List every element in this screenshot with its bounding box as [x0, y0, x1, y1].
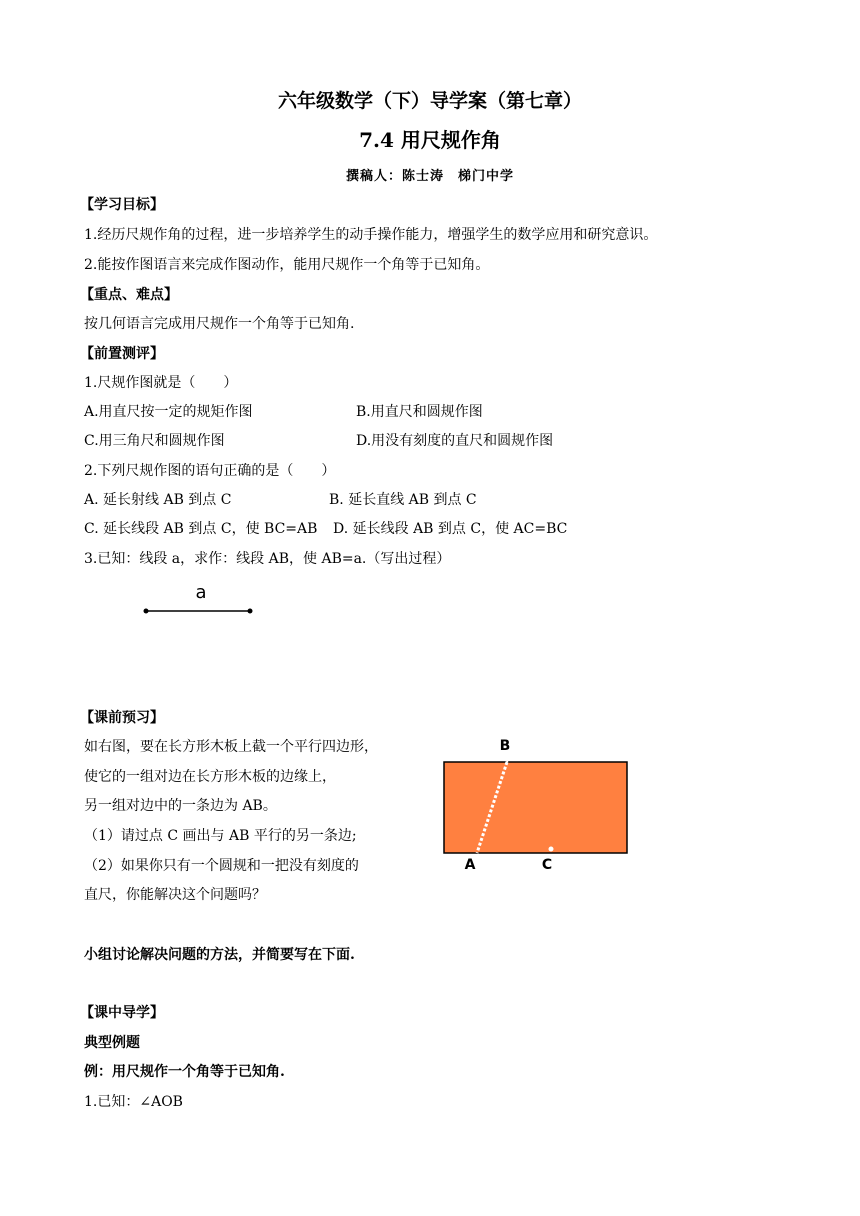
lesson-example — [84, 1061, 285, 1081]
doc-subtitle: 7.4 用尺规作角 — [359, 128, 501, 152]
q3-stem: 3.已知：线段 a，求作：线段 AB，使 AB=a.（写出过程） — [84, 551, 451, 567]
segment-a-label: a — [195, 582, 207, 603]
doc-author: 撰稿人：陈士涛 梯门中学 — [345, 169, 514, 184]
point-c — [549, 847, 554, 852]
q1-option-d: D.用没有刻度的直尺和圆规作图 — [356, 433, 554, 449]
q2-option-d: D. 延长线段 AB 到点 C，使 AC=BC — [333, 521, 568, 537]
lesson-example-text: 例：用尺规作一个角等于已知角. — [84, 1064, 285, 1080]
q2-option-b: B. 延长直线 AB 到点 C — [329, 492, 477, 508]
segment-a-figure — [140, 578, 260, 620]
q2-option-a: A. 延长射线 AB 到点 C — [84, 492, 232, 508]
goals-heading: 【学习目标】 — [80, 197, 164, 213]
lesson-given: 1.已知：∠AOB — [84, 1094, 183, 1110]
q2-option-c: C. 延长线段 AB 到点 C，使 BC=AB — [84, 521, 318, 537]
q1-option-c: C.用三角尺和圆规作图 — [84, 433, 225, 449]
doc-title: 六年级数学（下）导学案（第七章） — [277, 90, 582, 112]
q1-option-a: A.用直尺按一定的规矩作图 — [84, 404, 253, 420]
preview-heading: 【课前预习】 — [80, 710, 164, 726]
segment-a-endpoint-left — [144, 609, 149, 614]
preview-line-5: （2）如果你只有一个圆规和一把没有刻度的 — [84, 858, 359, 874]
preview-line-6: 直尺，你能解决这个问题吗？ — [84, 887, 266, 903]
key-points-heading: 【重点、难点】 — [80, 287, 178, 303]
pretest-heading: 【前置测评】 — [80, 346, 164, 362]
segment-ab-extension — [507, 755, 509, 762]
preview-line-4: （1）请过点 C 画出与 AB 平行的另一条边; — [84, 828, 357, 844]
label-c: C — [541, 857, 553, 873]
preview-line-3: 另一组对边中的一条边为 AB。 — [84, 798, 277, 814]
q1-option-b: B.用直尺和圆规作图 — [356, 404, 483, 420]
label-a: A — [464, 857, 476, 873]
label-b: B — [499, 738, 511, 754]
board-figure — [440, 735, 640, 875]
lesson-subheading: 典型例题 — [84, 1035, 140, 1051]
segment-a-endpoint-right — [248, 609, 253, 614]
goal-item-2: 2.能按作图语言来完成作图动作，能用尺规作一个角等于已知角。 — [84, 257, 490, 273]
key-points-text: 按几何语言完成用尺规作一个角等于已知角. — [84, 316, 355, 332]
goal-item-1: 1.经历尺规作角的过程，进一步培养学生的动手操作能力，增强学生的数学应用和研究意识。 — [84, 227, 658, 243]
preview-line-1: 如右图，要在长方形木板上截一个平行四边形， — [84, 739, 378, 755]
q2-stem: 2.下列尺规作图的语句正确的是（ ） — [84, 463, 336, 479]
q1-stem: 1.尺规作图就是（ ） — [84, 375, 238, 391]
lesson-heading: 【课中导学】 — [80, 1005, 164, 1021]
preview-line-2: 使它的一组对边在长方形木板的边缘上， — [84, 769, 336, 785]
wooden-board — [444, 762, 627, 853]
discussion-prompt: 小组讨论解决问题的方法，并简要写在下面. — [84, 947, 355, 963]
